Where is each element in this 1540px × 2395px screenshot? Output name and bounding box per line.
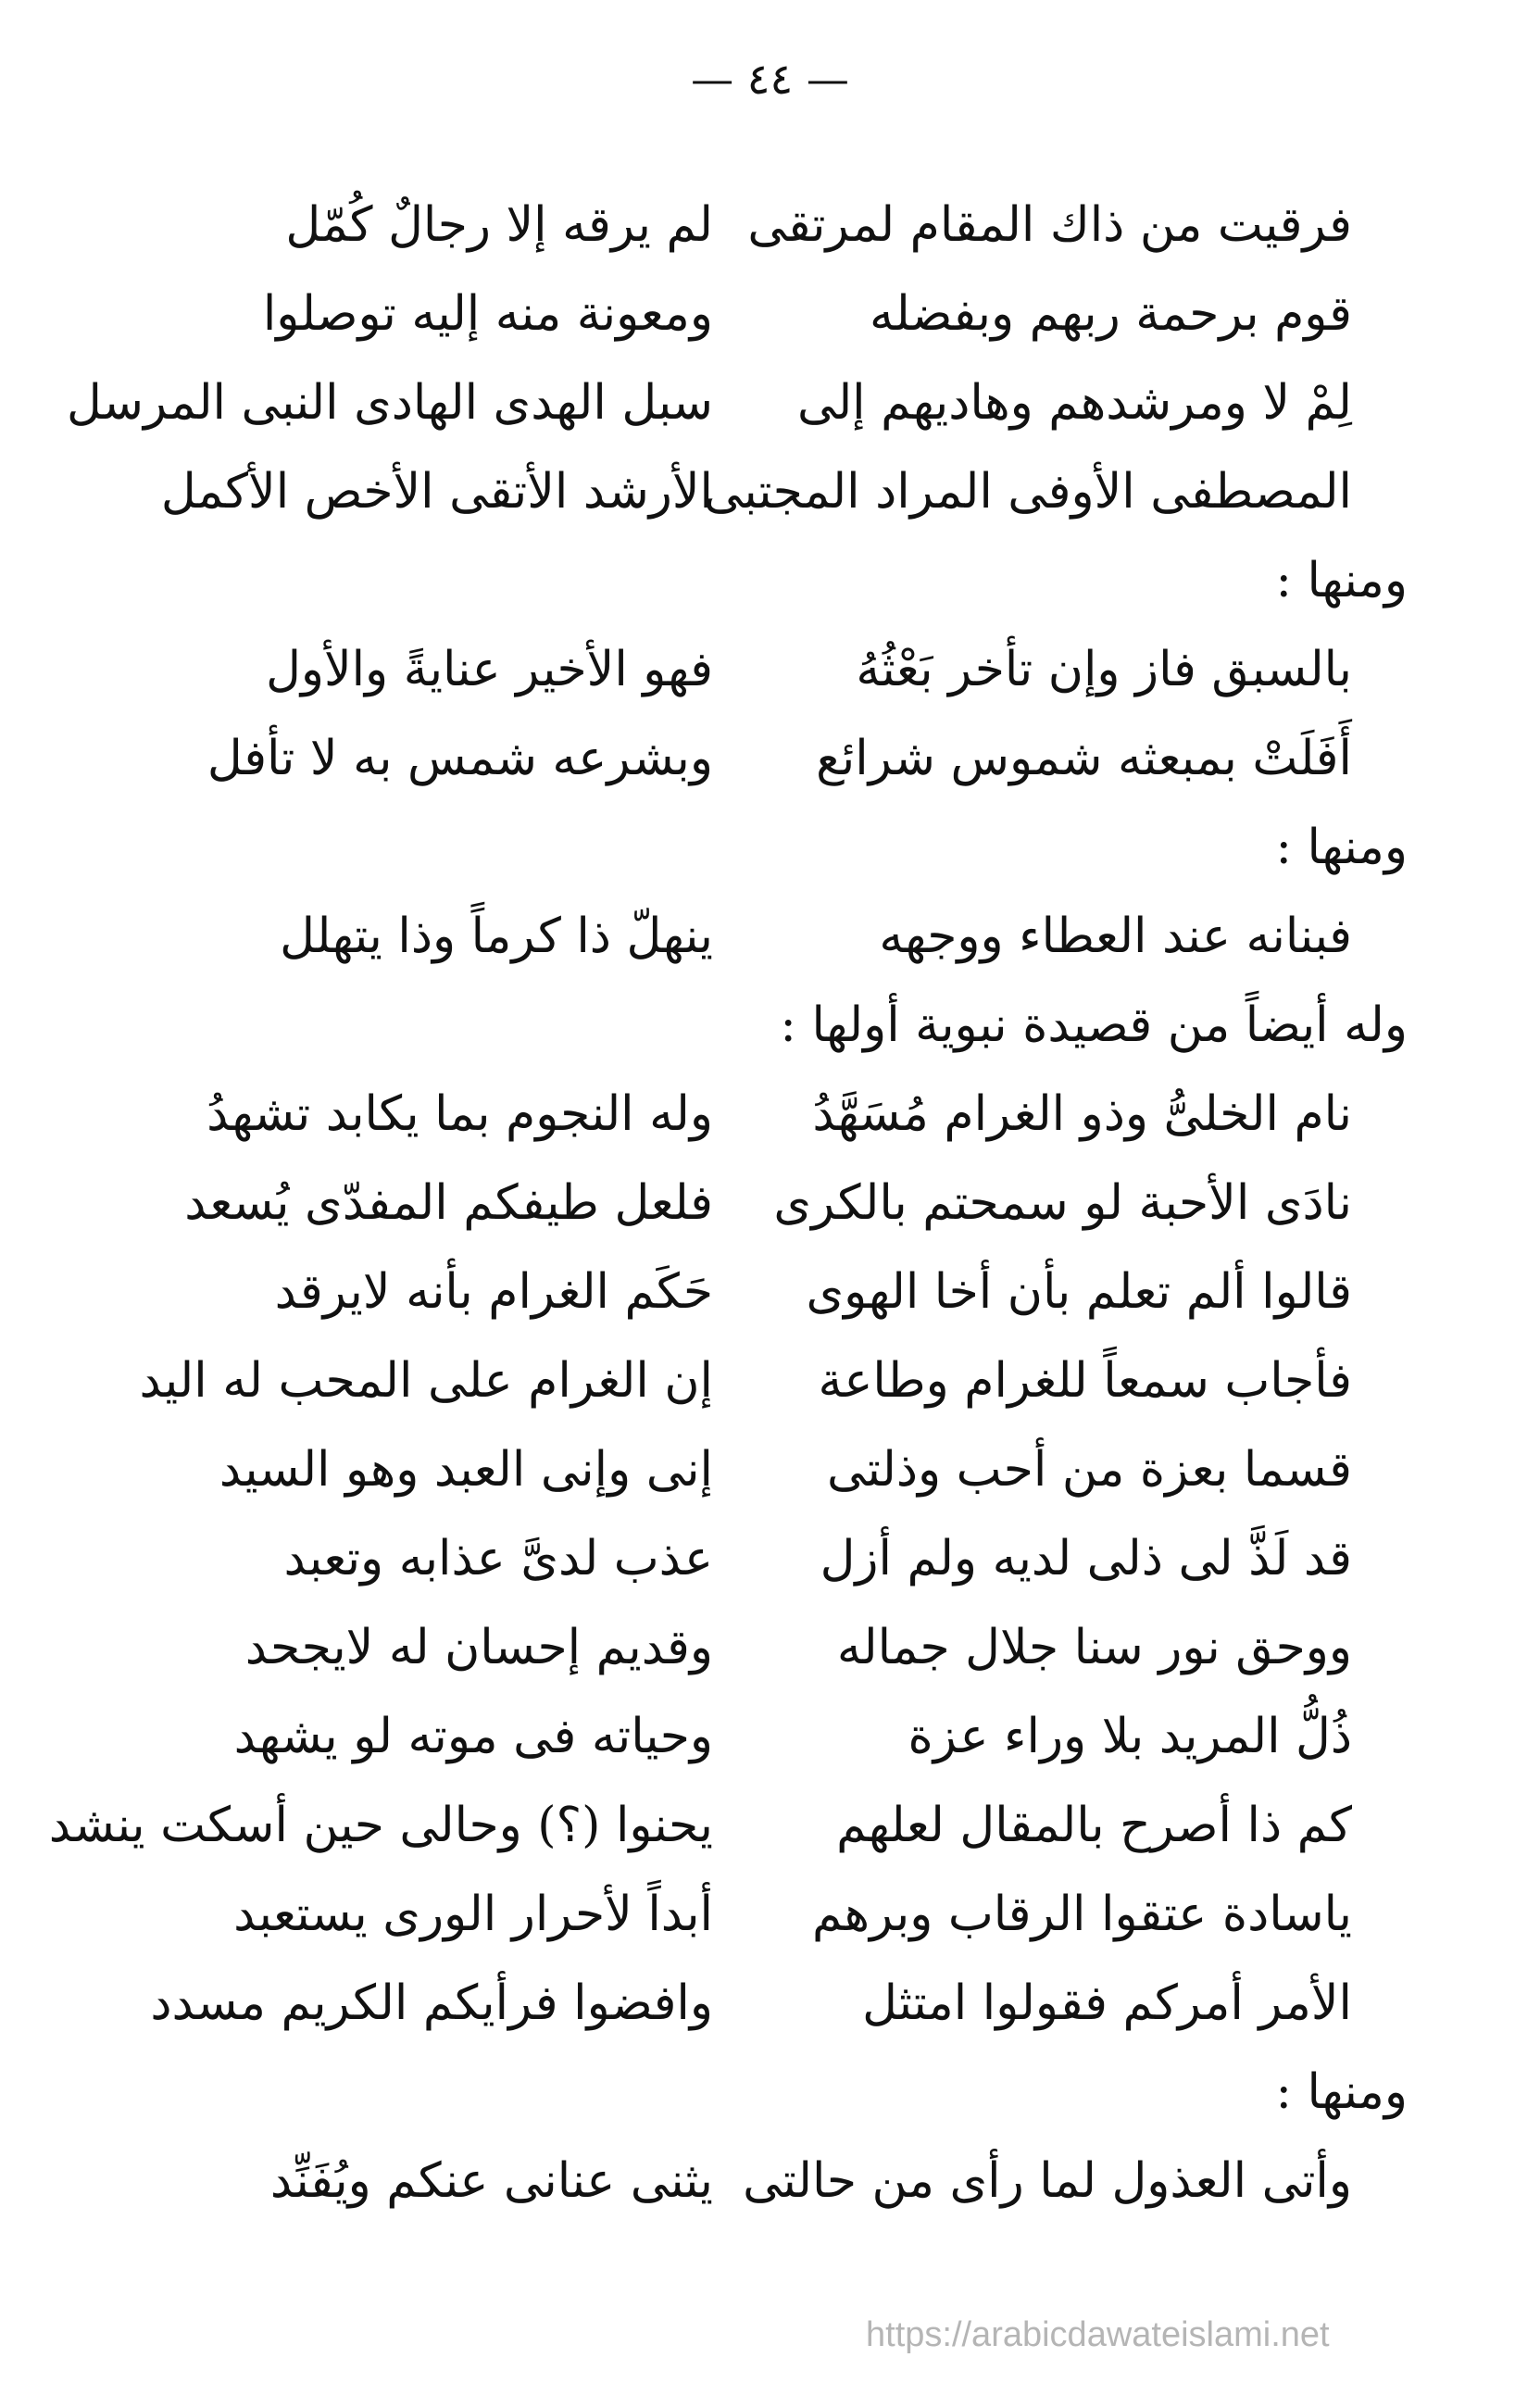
verse-first-hemistich: فبنانه عند العطاء ووجهه bbox=[879, 909, 1352, 964]
verse-first-hemistich: ياسادة عتقوا الرقاب وبرهم bbox=[812, 1887, 1352, 1942]
page-number: — ٤٤ — bbox=[691, 54, 849, 104]
verse-first-hemistich: قسما بعزة من أحب وذلتى bbox=[827, 1442, 1352, 1498]
verse-first-hemistich: وأتى العذول لما رأى من حالتى bbox=[743, 2153, 1352, 2209]
verse-line bbox=[194, 1870, 1352, 1959]
section-heading: ومنها : bbox=[1275, 553, 1408, 608]
verse-line bbox=[194, 1603, 1352, 1692]
verse-line bbox=[184, 1159, 1352, 1248]
verse-second-hemistich: وله النجوم بما يكابد تشهدُ bbox=[207, 1086, 713, 1142]
verse-first-hemistich: أَفَلَتْ بمبعثه شموس شرائع bbox=[816, 731, 1352, 786]
verse-second-hemistich: حَكَم الغرام بأنه لايرقد bbox=[274, 1264, 713, 1320]
verse-second-hemistich: وحياته فى موته لو يشهد bbox=[233, 1709, 713, 1764]
verse-first-hemistich: بالسبق فاز وإن تأخر بَعْثُهُ bbox=[856, 642, 1352, 697]
poem-body bbox=[48, 181, 1408, 2226]
verse-first-hemistich: كم ذا أصرح بالمقال لعلهم bbox=[836, 1798, 1352, 1853]
verse-line bbox=[48, 1781, 1352, 1870]
verse-second-hemistich: ومعونة منه إليه توصلوا bbox=[262, 286, 713, 342]
verse-second-hemistich: فلعل طيفكم المفدّى يُسعد bbox=[184, 1175, 713, 1231]
verse-first-hemistich: قوم برحمة ربهم وبفضله bbox=[870, 286, 1352, 342]
verse-second-hemistich: لم يرقه إلا رجالٌ كُمّل bbox=[285, 197, 713, 253]
verse-second-hemistich: سبل الهدى الهادى النبى المرسل bbox=[67, 375, 713, 431]
verse-second-hemistich: أبداً لأحرار الورى يستعبد bbox=[233, 1887, 713, 1942]
verse-first-hemistich: الأمر أمركم فقولوا امتثل bbox=[862, 1975, 1352, 2031]
verse-second-hemistich: وبشرعه شمس به لا تأفل bbox=[207, 731, 713, 786]
verse-first-hemistich: نام الخلىُّ وذو الغرام مُسَهَّدُ bbox=[812, 1086, 1352, 1142]
verse-first-hemistich: المصطفى الأوفى المراد المجتبى bbox=[703, 464, 1352, 520]
verse-line bbox=[139, 1336, 1352, 1425]
verse-second-hemistich: يثنى عنانى عنكم ويُفَنِّد bbox=[269, 2153, 713, 2209]
verse-first-hemistich: فأجاب سمعاً للغرام وطاعة bbox=[818, 1353, 1352, 1409]
verse-second-hemistich: إن الغرام على المحب له اليد bbox=[139, 1353, 713, 1409]
verse-line bbox=[194, 892, 1352, 981]
verse-line bbox=[194, 714, 1352, 803]
verse-first-hemistich: قد لَذَّ لى ذلى لديه ولم أزل bbox=[820, 1531, 1352, 1586]
verse-line bbox=[194, 2137, 1352, 2226]
verse-line bbox=[67, 358, 1352, 447]
verse-first-hemistich: ذُلُّ المريد بلا وراء عزة bbox=[908, 1709, 1352, 1764]
verse-line bbox=[194, 181, 1352, 270]
verse-second-hemistich: الأرشد الأتقى الأخص الأكمل bbox=[160, 464, 713, 520]
verse-line bbox=[194, 1070, 1352, 1159]
verse-line bbox=[194, 625, 1352, 714]
verse-second-hemistich: يحنوا (؟) وحالى حين أسكت ينشد bbox=[48, 1798, 713, 1853]
verse-first-hemistich: نادَى الأحبة لو سمحتم بالكرى bbox=[773, 1175, 1352, 1231]
verse-second-hemistich: ينهلّ ذا كرماً وذا يتهلل bbox=[280, 909, 713, 964]
verse-second-hemistich: فهو الأخير عنايةً والأول bbox=[266, 642, 713, 697]
verse-line bbox=[194, 1692, 1352, 1781]
verse-first-hemistich: لِمْ لا ومرشدهم وهاديهم إلى bbox=[797, 375, 1352, 431]
verse-first-hemistich: قالوا ألم تعلم بأن أخا الهوى bbox=[806, 1264, 1352, 1320]
verse-line bbox=[194, 1514, 1352, 1603]
verse-line bbox=[150, 1959, 1352, 2048]
verse-line bbox=[194, 1425, 1352, 1514]
verse-second-hemistich: إنى وإنى العبد وهو السيد bbox=[219, 1442, 713, 1498]
verse-line bbox=[194, 270, 1352, 358]
section-heading: ومنها : bbox=[1275, 820, 1408, 875]
verse-first-hemistich: ووحق نور سنا جلال جماله bbox=[836, 1620, 1352, 1675]
website-watermark: https://arabicdawateislami.net bbox=[866, 2315, 1330, 2354]
verse-first-hemistich: فرقيت من ذاك المقام لمرتقى bbox=[747, 197, 1352, 253]
verse-second-hemistich: عذب لدىَّ عذابه وتعبد bbox=[283, 1531, 713, 1586]
verse-second-hemistich: وقديم إحسان له لايجحد bbox=[244, 1620, 713, 1675]
verse-second-hemistich: وافضوا فرأيكم الكريم مسدد bbox=[150, 1975, 713, 2031]
section-heading: وله أيضاً من قصيدة نبوية أولها : bbox=[780, 997, 1408, 1053]
verse-line bbox=[160, 447, 1352, 536]
verse-line bbox=[194, 1248, 1352, 1336]
section-heading: ومنها : bbox=[1275, 2064, 1408, 2120]
